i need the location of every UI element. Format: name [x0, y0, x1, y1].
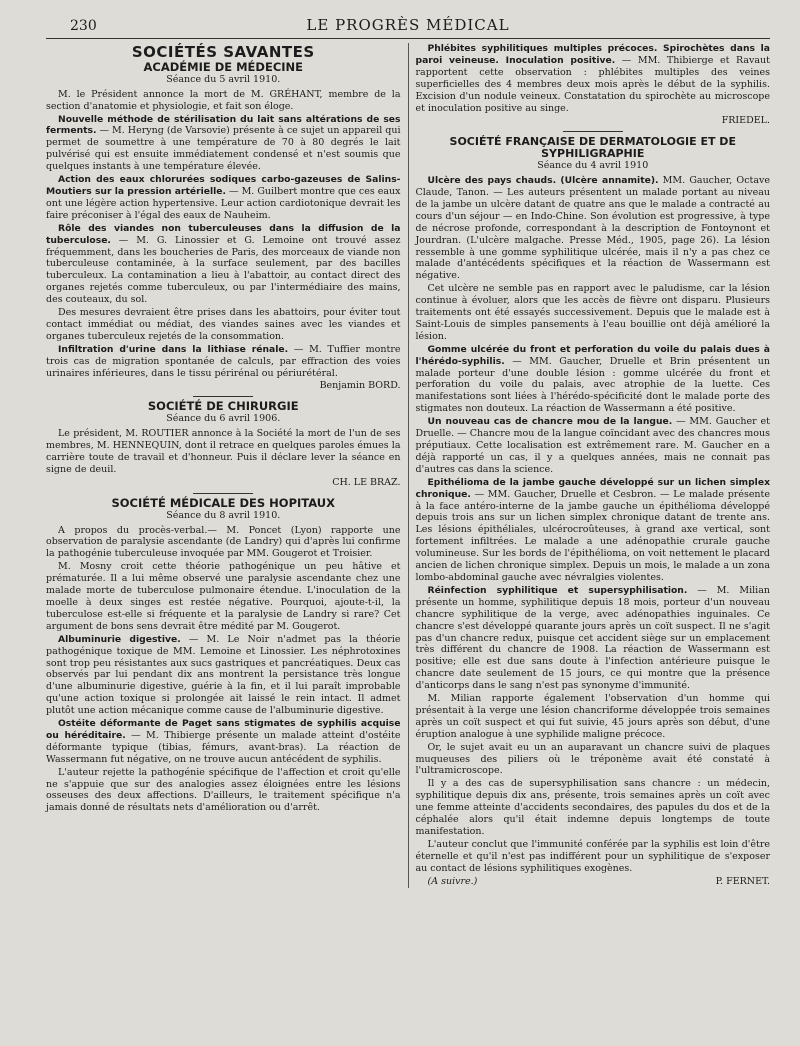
item-heading: Action des eaux chlorurées sodiques carbo-gazeuses de Salins-Moutiers sur la pression artérielle.	[46, 174, 401, 197]
item-heading: Nouvelle méthode de stérilisation du lait sans altérations de ses ferments.	[46, 113, 401, 137]
signature: CH. LE BRAZ.	[332, 476, 401, 488]
paragraph: A propos du procès-verbal.— M. Poncet (Lyon) rapporte une observation de paralysie ascendante (de Landry) qui d'après lui confirme la pathogénie tuberculeuse invoquée par MM. Gougerot et Troisier.	[46, 524, 401, 560]
paragraph: Cet ulcère ne semble pas en rapport avec le paludisme, car la lésion continue à évoluer, alors que les accès de fièvre ont disparu. Plusieurs traitements ont été essayés successivement. Depuis que le malade est à Saint-Louis de simples pansements à l'eau bouillie ont déjà amélioré la lésion.	[415, 283, 770, 342]
paragraph: Il y a des cas de supersyphilisation sans chancre : un médecin, syphilitique depuis dix ans, présente, trois semaines après un coït avec une femme atteinte d'accidents secondaires, des papules du dos et de la céphalée alors qu'il était indemne depuis longtemps de toute manifestation.	[415, 778, 770, 837]
paragraph: M. Milian rapporte également l'observation d'un homme qui présentait à la verge une lésion chancriforme développée trois semaines après un coït suspect et qui fut suivie, 45 jours après son début, d'une éruption analogue à une syphilide maligne précoce.	[415, 693, 770, 740]
right-column	[409, 43, 771, 888]
item-heading: Albuminurie digestive.	[58, 633, 181, 645]
paragraph: Rôle des viandes non tuberculeuses dans la diffusion de la tuberculose. — M. G. Linossier et G. Lemoine ont trouvé assez fréquemment, dans les boucheries de Paris, des morceaux de viande non tuberculeuse contaminée, à la surface seulement, par des bacilles tuberculeux. La contamination a lieu à l'abattoir, au contact direct des organes rejetés comme tuberculeux, ou par l'intermédiaire des mains, des couteaux, du sol.	[46, 222, 401, 306]
signature-line	[416, 876, 771, 888]
paragraph: Nouvelle méthode de stérilisation du lait sans altérations de ses ferments. — M. Heryng (de Varsovie) présente à ce sujet un appareil qui permet de soumettre à une température de 70 à 80 degrés le lait pulvérisé qui est ensuite immédiatement condensé et n'est soumis que quelques instants à une température élevée.	[46, 113, 401, 173]
paragraph: Un nouveau cas de chancre mou de la langue. — MM. Gaucher et Druelle. — Chancre mou de la langue coïncidant avec des chancres mous préputiaux. Cette localisation est extrêmement rare. M. Gaucher en a déjà rapporté un cas, il y a quelques années, mais ne connait pas d'autres cas dans la science.	[415, 416, 770, 475]
item-heading: Un nouveau cas de chancre mou de la langue.	[427, 416, 673, 428]
divider	[193, 493, 253, 494]
paragraph: M. Mosny croit cette théorie pathogénique un peu hâtive et prématurée. Il a lui même observé une paralysie ascendante chez une malade morte de tuberculose pulmonaire étendue. L'inoculation de la moelle à deux singes est restée négative. Pourquoi, ajoute-t-il, la tuberculose est-elle si fréquente et la paralysie de Landry si rare? Cet argument de bons sens devrait être médité par M. Gougerot.	[46, 561, 401, 632]
paragraph: Des mesures devraient être prises dans les abattoirs, pour éviter tout contact immédiat ou médiat, des viandes saines avec les viandes et organes tuberculeux rejetés de la consommation.	[46, 307, 401, 342]
item-heading: Infiltration d'urine dans la lithiase rénale.	[58, 343, 289, 355]
item-heading: Rôle des viandes non tuberculeuses dans la diffusion de la tuberculose.	[46, 222, 401, 246]
paragraph: Epithélioma de la jambe gauche développé sur un lichen simplex chronique. — MM. Gaucher, Druelle et Cesbron. — Le malade présente à la face antéro-interne de la jambe gauche un épithélioma développé depuis trois ans sur un lichen simplex chronique datant de trente ans. Les lésions épithéliales, ulcérocroûteuses, à grand axe vertical, sont fortement infiltrées. Le malade a une adénopathie crurale gauche volumineuse. Sur les bords de l'épithélioma, on voit nettement le placard ancien de lichen chronique simplex. Depuis un mois, le malade a un zona lombo-abdominal gauche avec névralgies violentes.	[415, 476, 770, 583]
left-column	[46, 43, 409, 888]
academie-title: ACADÉMIE DE MÉDECINE	[143, 59, 304, 74]
paragraph: Phlébites syphilitiques multiples précoces. Spirochètes dans la paroi veineuse. Inoculation positive. — MM. Thibierge et Ravaut rapportent cette observation : phlébites multiples des veines superficielles des 4 membres deux mois après le début de la syphilis. Excision d'un nodule veineux. Constatation du spirochète au microscope et inoculation positive au singe.	[415, 43, 770, 114]
paragraph: Ostéite déformante de Paget sans stigmates de syphilis acquise ou héréditaire. — M. Thibierge présente un malade atteint d'ostéite déformante typique (tibias, fémurs, avant-bras). La réaction de Wassermann fut négative, on ne trouve aucun antécédent de syphilis.	[46, 718, 401, 765]
signature: P. FERNET.	[715, 875, 770, 887]
paragraph: Or, le sujet avait eu un an auparavant un chancre suivi de plaques muqueuses des piliers où le tréponème avait été constaté à l'ultramicroscope.	[415, 741, 770, 777]
paragraph: Gomme ulcérée du front et perforation du voile du palais dues à l'hérédo-syphilis. — MM. Gaucher, Druelle et Brin présentent un malade porteur d'une double lésion : gomme ulcérée du front et perforation du voile du palais, avec atrophie de la luette. Ces manifestations sont liées à l'hérédo-spécificité dont le malade porte des stigmates non douteux. La réaction de Wassermann a été positive.	[415, 343, 770, 415]
dermato-date: Séance du 4 avril 1910	[537, 160, 649, 172]
paragraph: Action des eaux chlorurées sodiques carbo-gazeuses de Salins-Moutiers sur la pression artérielle. — M. Guilbert montre que ces eaux ont une légère action hypertensive. Leur action cardiotonique devrait les faire préconiser à l'égal des eaux de Nauheim.	[46, 174, 401, 221]
page-number: 230	[70, 18, 97, 34]
item-heading: Ostéite déformante de Paget sans stigmates de syphilis acquise ou héréditaire.	[46, 718, 401, 741]
item-heading: Gomme ulcérée du front et perforation du voile du palais dues à l'hérédo-syphilis.	[415, 343, 770, 367]
paragraph: L'auteur conclut que l'immunité conférée par la syphilis est loin d'être éternelle et qu'il n'est pas indifférent pour un syphilitique de s'exposer au contact de lésions syphilitiques exogènes.	[415, 838, 770, 874]
section-title: SOCIÉTÉS SAVANTES	[131, 43, 315, 61]
paragraph: Albuminurie digestive. — M. Le Noir n'admet pas la théorie pathogénique toxique de MM. Lemoine et Linossier. Les néphrotoxines sont trop peu résistantes aux sucs gastriques et pancréatiques. Deux cas observés par lui pendant dix ans montrent la persistance très longue d'une albuminurie digestive, guérie à la fin, et il lui paraît improbable qu'une action toxique si prolongée ait laissé le rein intact. Il admet plutôt une action mécanique comme cause de l'albuminurie digestive.	[46, 633, 401, 717]
divider	[563, 131, 623, 132]
item-heading: Epithélioma de la jambe gauche développé sur un lichen simplex chronique.	[415, 476, 770, 500]
paragraph: M. le Président annonce la mort de M. GRÉHANT, membre de la section d'anatomie et physiologie, et fait son éloge.	[46, 88, 401, 112]
paragraph: Ulcère des pays chauds. (Ulcère annamite). MM. Gaucher, Octave Claude, Tanon. — Les auteurs présentent un malade portant au niveau de la jambe un ulcère datant de quatre ans que le malade a contracté au cours d'un séjour — en Indo-Chine. Son évolution est progressive, à type de nécrose profonde, correspondant à la description de Fontoynont et Jourdran. (L'ulcère malgache. Presse Méd., 1905, page 26). La lésion ressemble à une gomme syphilitique ulcérée, mais il n'y a pas chez ce malade d'antécédents spécifiques et la réaction de Wassermann est négative.	[415, 175, 771, 282]
dermato-title: SOCIÉTÉ FRANÇAISE DE DERMATOLOGIE ET DE SYPHILIGRAPHIE	[449, 135, 736, 161]
item-heading: Réinfection syphilitique et supersyphilisation.	[427, 584, 688, 596]
hopitaux-title: SOCIÉTÉ MÉDICALE DES HOPITAUX	[111, 495, 335, 510]
item-heading: Phlébites syphilitiques multiples précoces. Spirochètes dans la paroi veineuse. Inoculation positive.	[415, 43, 770, 66]
paragraph: Infiltration d'urine dans la lithiase rénale. — M. Tuffier montre trois cas de migration spontanée de calculs, par effraction des voies urinaires inférieures, dans le tissu périrénal ou périurétéral.	[46, 343, 401, 379]
journal-title: LE PROGRÈS MÉDICAL	[306, 16, 510, 34]
chirurgie-title: SOCIÉTÉ DE CHIRURGIE	[147, 399, 299, 414]
divider	[193, 396, 253, 397]
paragraph: Réinfection syphilitique et supersyphilisation. — M. Milian présente un homme, syphilitique depuis 18 mois, porteur d'un nouveau chancre syphilitique de la verge, avec adénopathies inguinales. Ce chancre s'est développé quarante jours après un coït suspect. Il ne s'agit pas d'un chancre redux, puisque cet accident siège sur un emplacement très différent du chancre de 1908. La réaction de Wassermann est positive; elle est due sans doute à l'infection antérieure puisque le chancre date seulement de 15 jours, ce qui montre que la présence d'anticorps dans le sang n'est pas synonyme d'immunité.	[415, 584, 770, 692]
chirurgie-date: Séance du 6 avril 1906.	[166, 413, 281, 425]
paragraph: Le président, M. ROUTIER annonce à la Société la mort de l'un de ses membres, M. HENNEQUIN, dont il retrace en quelques paroles émues la carrière toute de travail et d'honneur. Puis il déclare lever la séance en signe de deuil.	[46, 428, 401, 475]
paragraph: L'auteur rejette la pathogénie spécifique de l'affection et croit qu'elle ne s'appuie que sur des analogies assez éloignées entre les lésions osseuses des deux affections. D'ailleurs, le traitement spécifique n'a jamais donné de résultats nets d'amélioration ou d'arrêt.	[46, 766, 401, 814]
signature: Benjamin BORD.	[319, 380, 401, 392]
to-be-continued: (A suivre.)	[427, 875, 478, 887]
hopitaux-date: Séance du 8 avril 1910.	[166, 509, 281, 521]
signature: FRIEDEL.	[721, 115, 770, 127]
page-header	[46, 14, 770, 39]
academie-date: Séance du 5 avril 1910.	[166, 73, 281, 85]
item-heading: Ulcère des pays chauds. (Ulcère annamite).	[427, 175, 659, 187]
text-columns	[46, 43, 770, 888]
